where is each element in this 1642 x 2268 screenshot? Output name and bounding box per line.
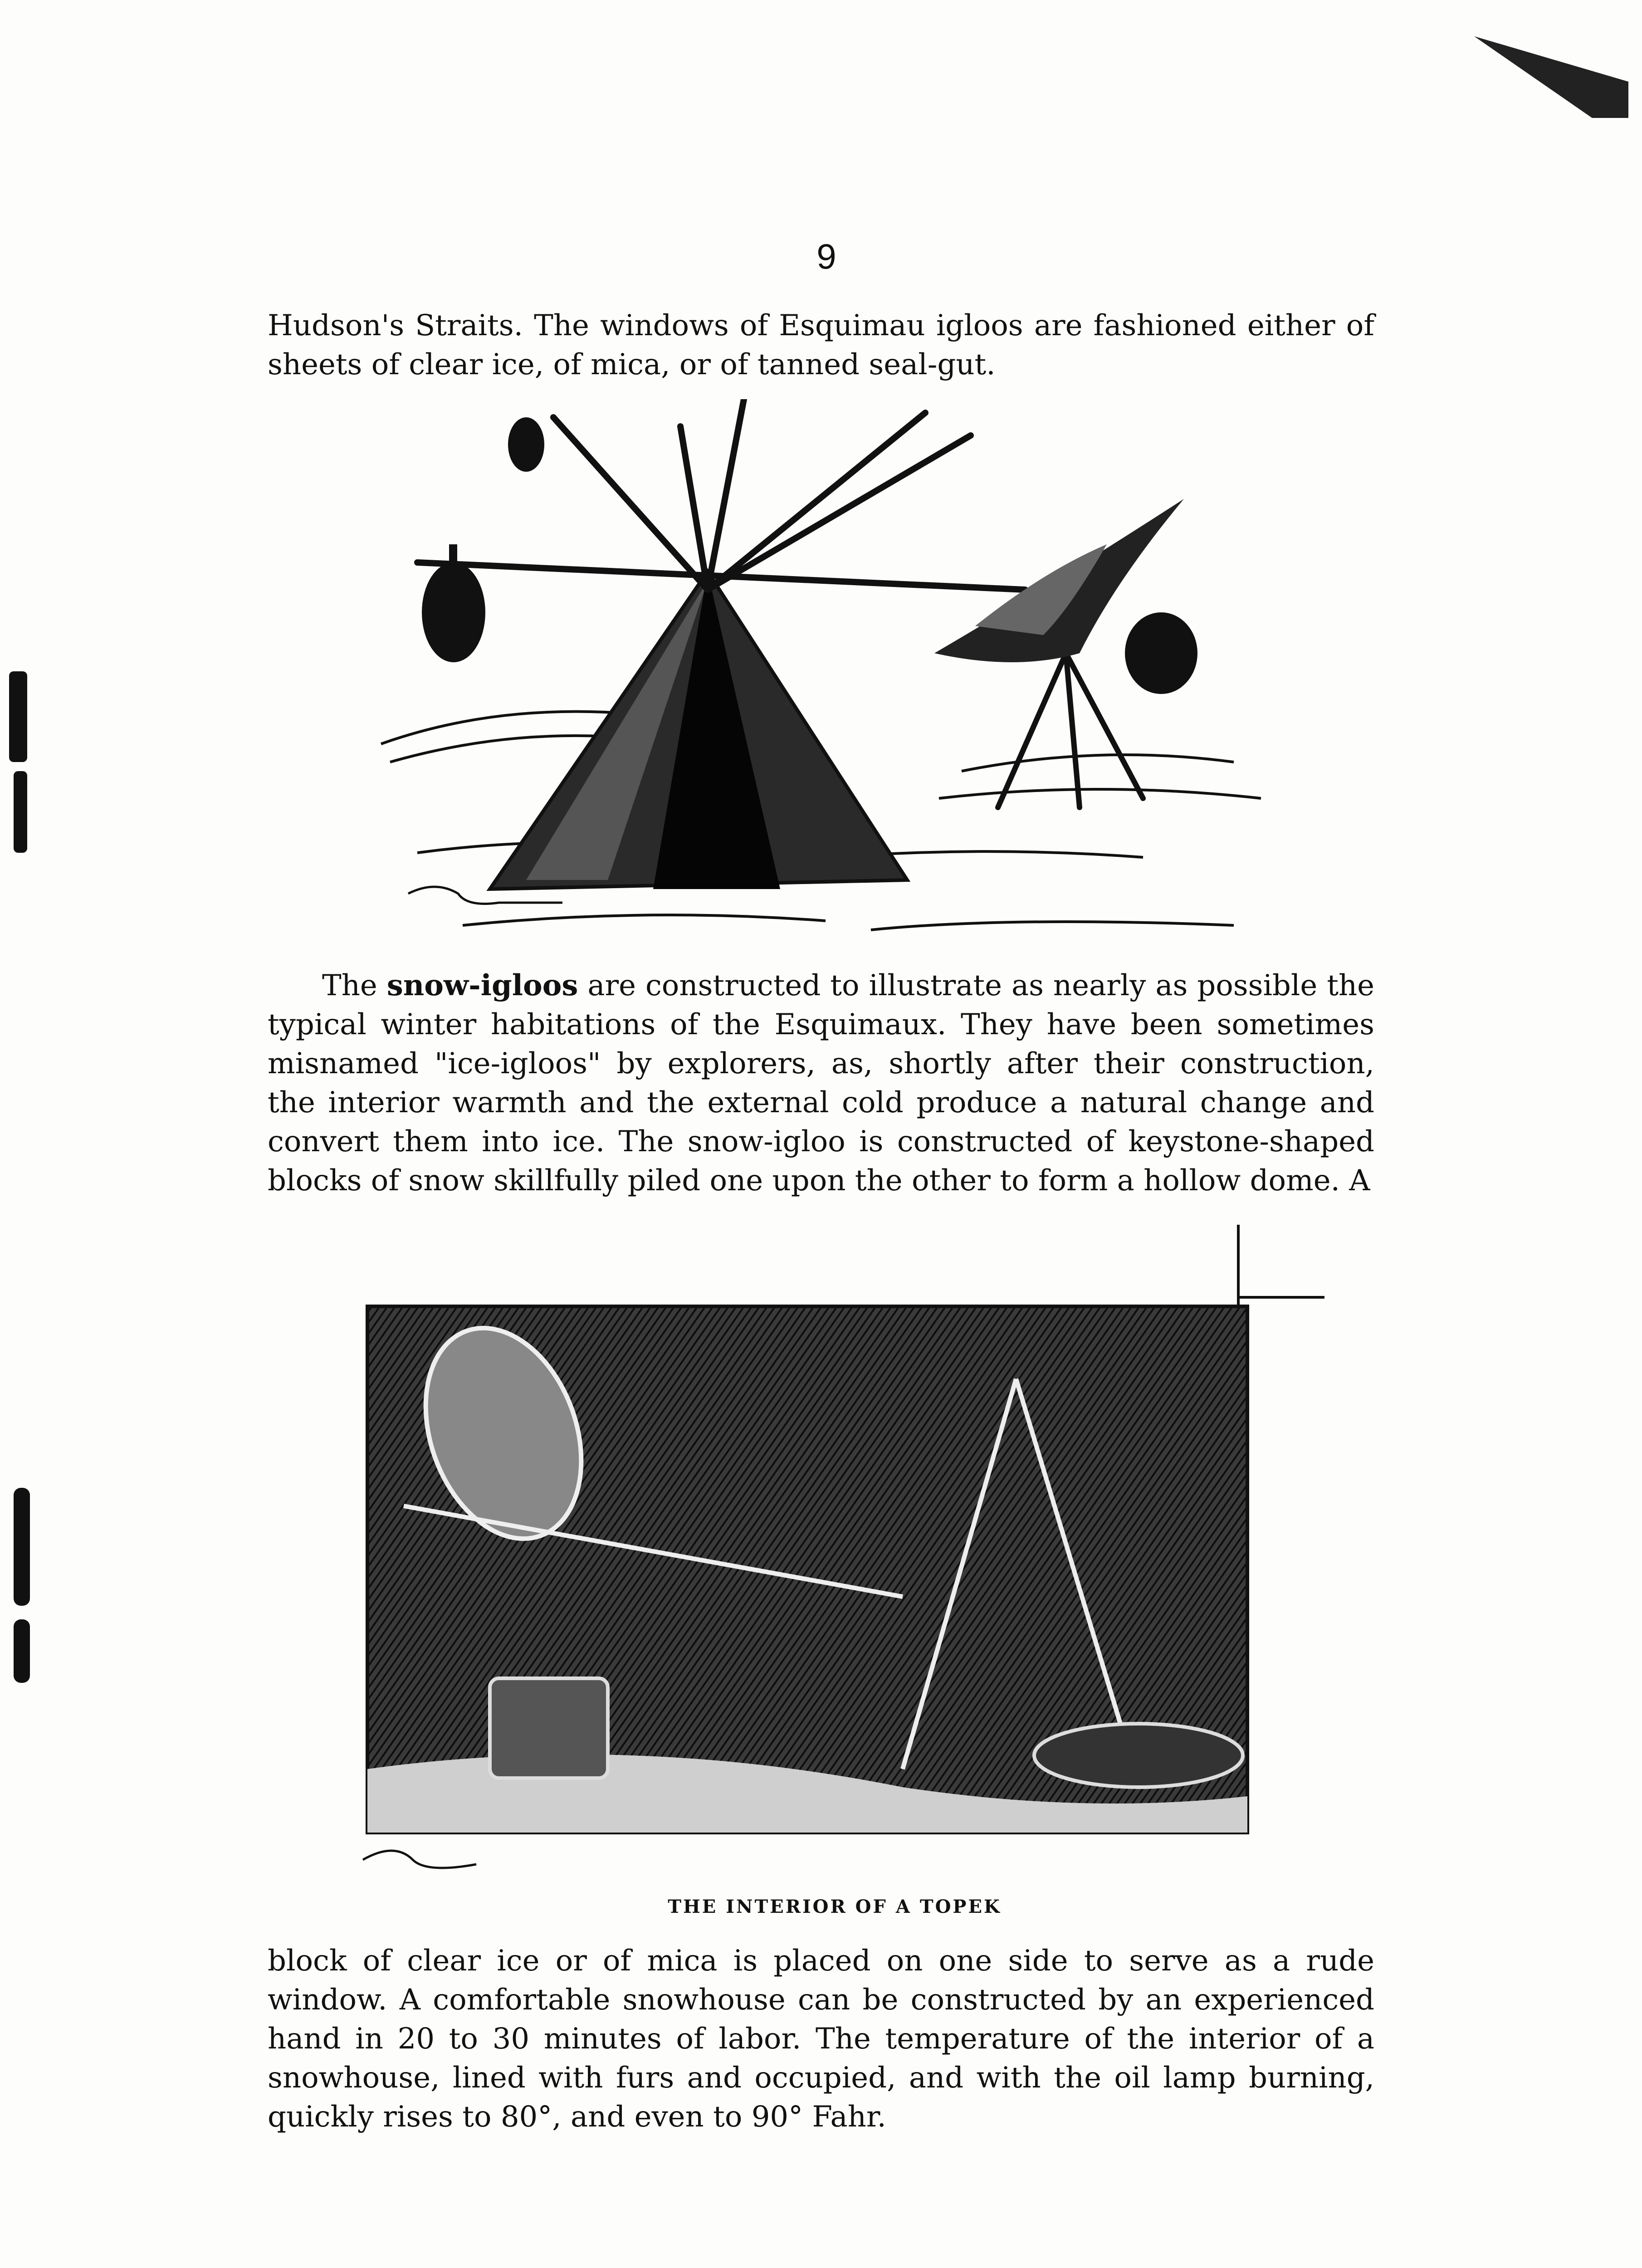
scan-smudge <box>1474 27 1628 127</box>
topek-interior-illustration <box>358 1225 1329 1887</box>
middle-paragraph-body: are constructed to illustrate as nearly as possible the typical winter habitations of the Esquimaux. They have been sometimes misnamed "ice-igloos" by explorers, as, shortly after their construction, the interior warmth and the external cold produce a natural change and convert them into ice. The snow-igloo is constructed of keystone-shaped blocks of snow skillfully piled one upon the other to form a hollow dome. A <box>268 969 1375 1198</box>
scan-artifact <box>14 1619 30 1683</box>
artist-signature-2 <box>363 1851 476 1868</box>
page-number: 9 <box>816 236 836 276</box>
snow-igloos-term: snow-igloos <box>386 968 578 1002</box>
tent-illustration <box>372 399 1279 957</box>
figure-caption: THE INTERIOR OF A TOPEK <box>668 1896 1002 1917</box>
middle-paragraph-lead: The <box>322 969 387 1002</box>
middle-paragraph <box>268 966 1374 1200</box>
bottom-paragraph: block of clear ice or of mica is placed on one side to serve as a rude window. A comfortable snowhouse can be constructed by an experienced hand in 20 to 30 minutes of labor. The temperature of the interior of a snowhouse, lined with furs and occupied, and with the oil lamp burning, quickly rises to 80°, and even to 90° Fahr. <box>268 1944 1374 2134</box>
scan-artifact <box>14 771 27 853</box>
oil-lamp <box>1034 1724 1243 1787</box>
basket <box>490 1678 608 1778</box>
scan-artifact <box>14 1488 30 1606</box>
hanging-pot <box>1125 612 1197 694</box>
scan-artifact <box>9 671 27 762</box>
top-paragraph: Hudson's Straits. The windows of Esquimau igloos are fashioned either of sheets of clear ice, of mica, or of tanned seal-gut. <box>268 309 1374 381</box>
